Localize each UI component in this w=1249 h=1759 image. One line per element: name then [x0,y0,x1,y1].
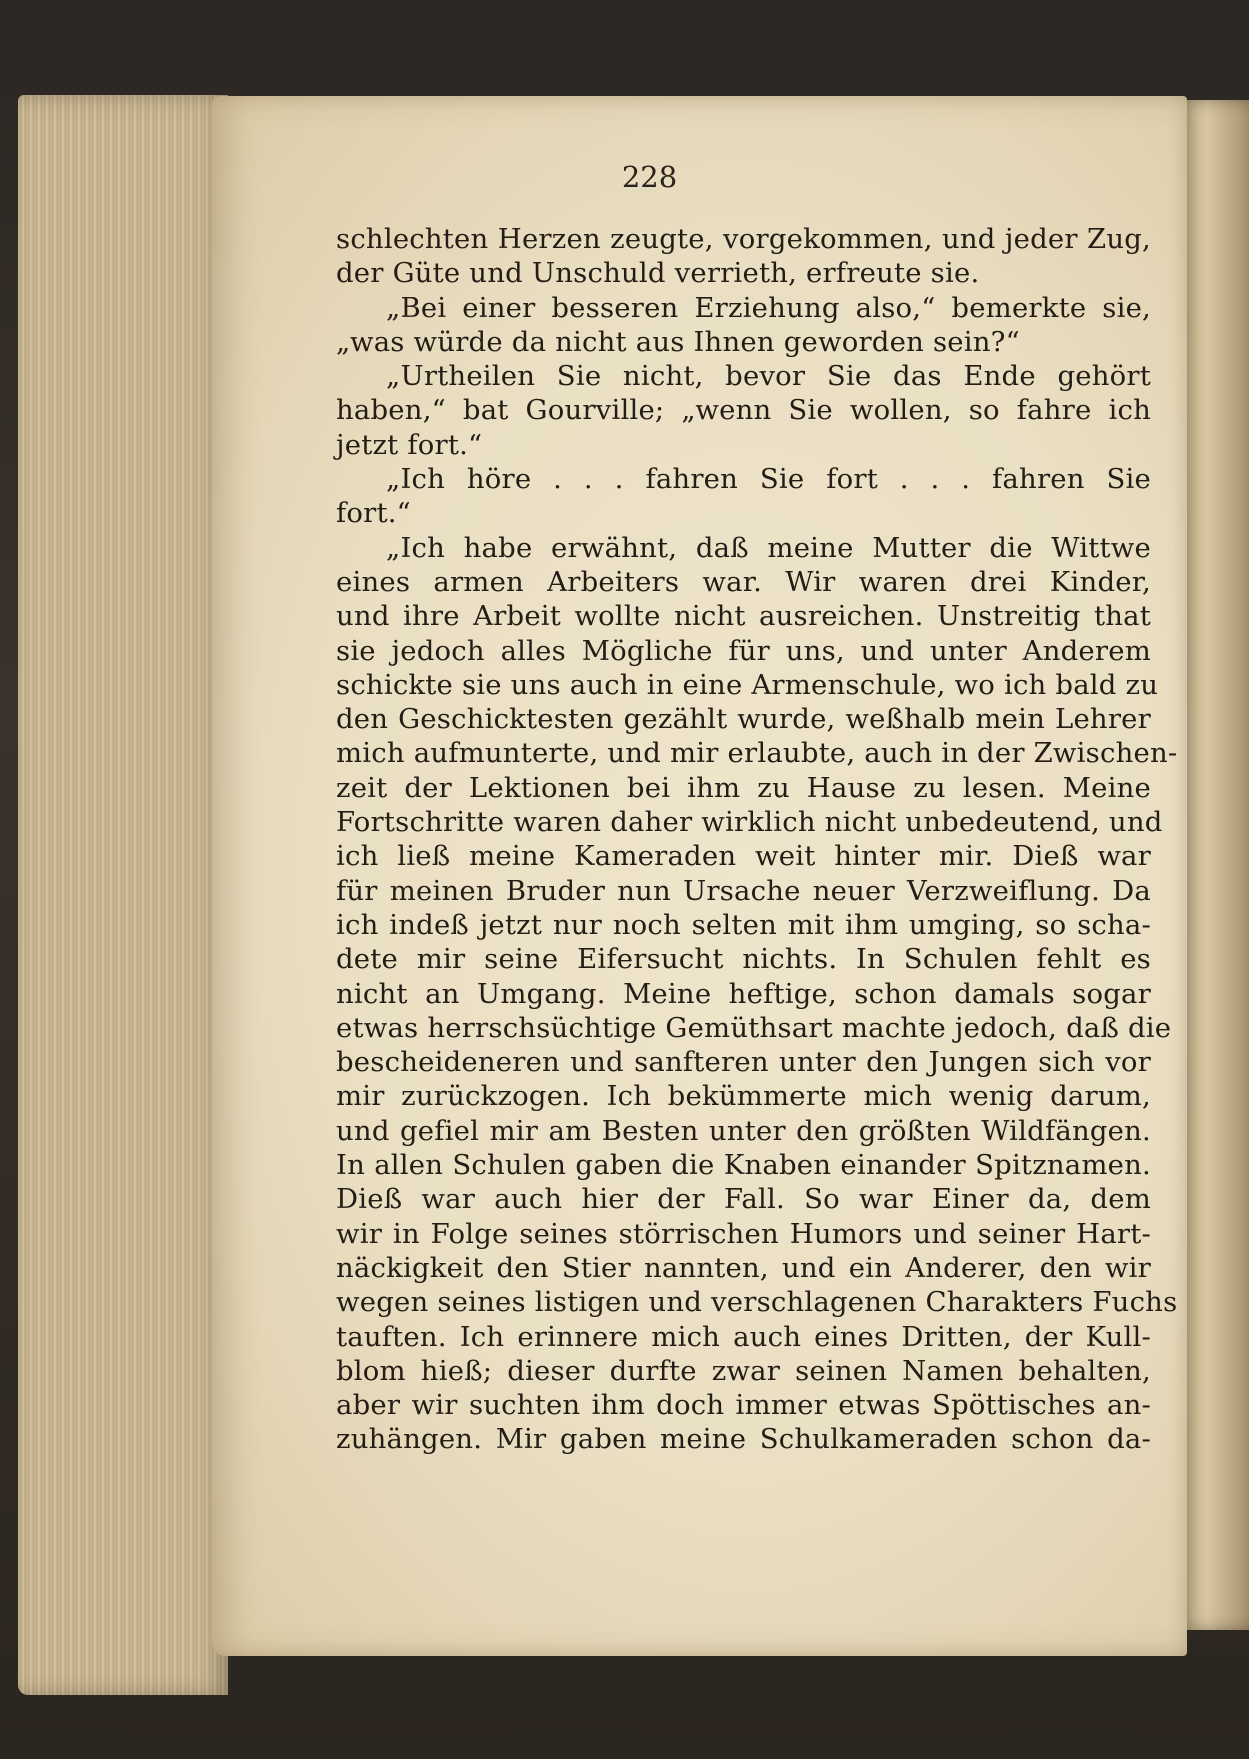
text-line: blom hieß; dieser durfte zwar seinen Namen behalten, [336,1354,1151,1387]
text-line: schickte sie uns auch in eine Armenschule, wo ich bald zu [336,668,1159,701]
text-line: nicht an Umgang. Meine heftige, schon damals sogar [336,977,1151,1010]
text-line: mich aufmunterte, und mir erlaubte, auch in der Zwischen- [336,737,1178,770]
text-line: zuhängen. Mir gaben meine Schulkameraden schon da- [336,1423,1151,1456]
text-line: etwas herrschsüchtige Gemüthsart machte jedoch, daß die [336,1011,1172,1044]
text-line: ich indeß jetzt nur noch selten mit ihm umging, so scha- [336,908,1151,941]
text-line: den Geschicktesten gezählt wurde, weßhalb mein Lehrer [336,703,1151,736]
text-line: wir in Folge seines störrischen Humors und seiner Hart- [336,1217,1151,1250]
text-line: für meinen Bruder nun Ursache neuer Verzweiflung. Da [336,874,1151,907]
text-line: „Ich höre . . . fahren Sie fort . . . fahren Sie [386,463,1151,496]
text-line: „was würde da nicht aus Ihnen geworden sein?“ [336,325,1020,358]
text-line: zeit der Lektionen bei ihm zu Hause zu lesen. Meine [336,771,1151,804]
text-line: mir zurückzogen. Ich bekümmerte mich wenig darum, [336,1080,1151,1113]
text-line: Fortschritte waren daher wirklich nicht unbedeutend, und [336,806,1163,839]
text-line: Dieß war auch hier der Fall. So war Einer da, dem [336,1183,1151,1216]
text-line: schlechten Herzen zeugte, vorgekommen, und jeder Zug, [336,223,1151,255]
text-line: fort.“ [336,497,411,530]
book-page-edges-left [18,95,228,1695]
page-body-text [336,222,1178,1457]
text-line: sie jedoch alles Mögliche für uns, und unter Anderem [336,634,1151,667]
text-line: tauften. Ich erinnere mich auch eines Dritten, der Kull- [336,1320,1151,1353]
text-line: näckigkeit den Stier nannten, und ein Anderer, den wir [336,1251,1151,1284]
text-line: eines armen Arbeiters war. Wir waren drei Kinder, [336,565,1151,598]
text-line: und gefiel mir am Besten unter den größten Wildfängen. [336,1114,1151,1147]
text-line: „Urtheilen Sie nicht, bevor Sie das Ende gehört [386,360,1151,393]
text-line: der Güte und Unschuld verrieth, erfreute sie. [336,257,980,290]
text-line: und ihre Arbeit wollte nicht ausreichen. Unstreitig that [336,600,1151,633]
text-line: wegen seines listigen und verschlagenen Charakters Fuchs [336,1286,1178,1319]
book-page-edge-right [1180,100,1249,1630]
page-number-container [0,160,1249,194]
text-line: dete mir seine Eifersucht nichts. In Schulen fehlt es [336,943,1151,976]
text-line: „Ich habe erwähnt, daß meine Mutter die Wittwe [386,531,1151,564]
text-line: ich ließ meine Kameraden weit hinter mir. Dieß war [336,840,1151,873]
text-line: In allen Schulen gaben die Knaben einander Spitznamen. [336,1149,1151,1182]
text-line: „Bei einer besseren Erziehung also,“ bemerkte sie, [386,291,1151,324]
text-line: bescheideneren und sanfteren unter den Jungen sich vor [336,1046,1151,1079]
text-line: haben,“ bat Gourville; „wenn Sie wollen, so fahre ich [336,394,1151,427]
text-line: jetzt fort.“ [336,428,483,461]
text-line: aber wir suchten ihm doch immer etwas Spöttisches an- [336,1389,1151,1422]
page-number: 228 [621,160,678,194]
